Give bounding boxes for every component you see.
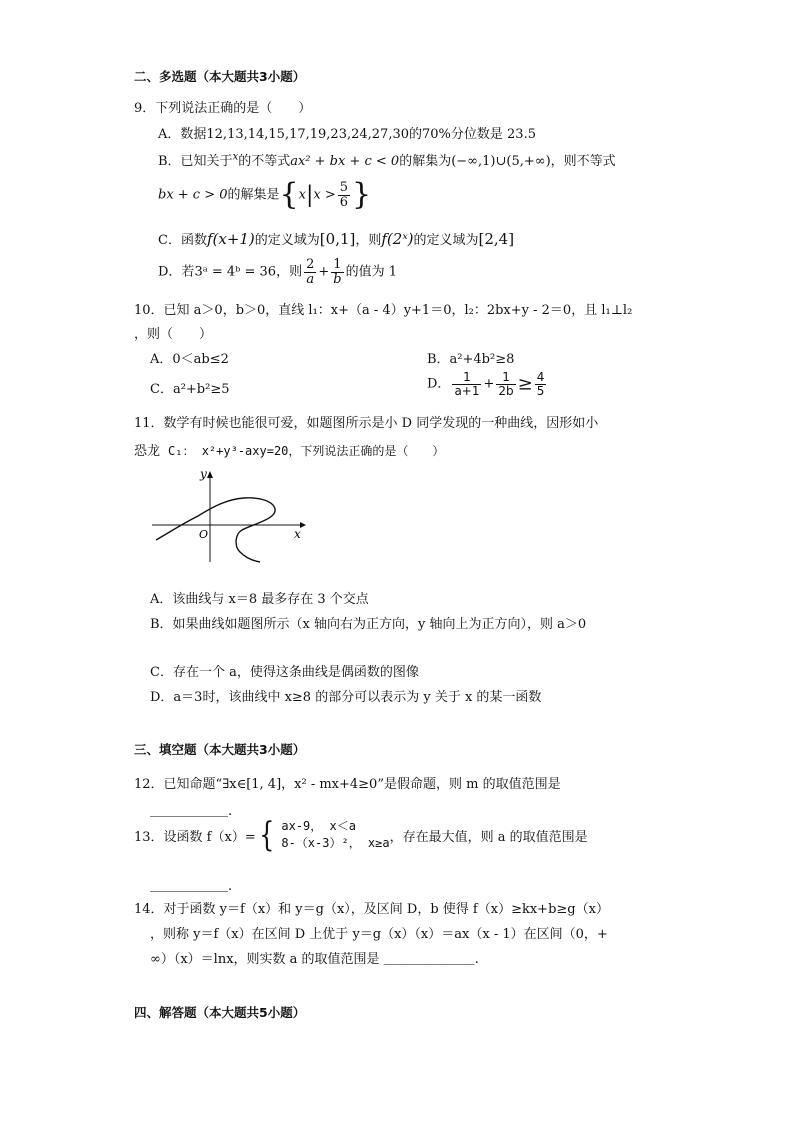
option-d-text3: 的值为 1 (345, 264, 397, 280)
option-d-text: D． (427, 376, 451, 392)
set-condition: x > (313, 187, 336, 203)
numerator: 4 (536, 370, 545, 384)
curve-figure (148, 466, 308, 566)
option-d-text: D．若 (158, 264, 195, 280)
question-10-option-a: A．0＜ab≤2 (150, 352, 229, 367)
question-12-blank: ＿＿＿＿＿＿. (150, 804, 233, 819)
question-14-line2: ，则称 y＝f（x）在区间 D 上优于 y＝g（x）（x）＝ax（x - 1）在区间（0，+ (150, 927, 608, 942)
section-heading-multi-choice: 二、多选题（本大题共3小题） (134, 69, 306, 84)
numerator: 1 (452, 371, 481, 385)
piecewise-cases (281, 818, 389, 853)
domain-2: [2,4] (478, 230, 515, 248)
question-11-option-d: D．a＝3时，该曲线中 x≥8 的部分可以表示为 y 关于 x 的某一函数 (150, 690, 542, 705)
x-axis-arrow-icon (300, 522, 306, 528)
question-9-option-d (158, 258, 397, 286)
plus-sign: + (318, 264, 330, 280)
case-2: 8-（x-3）²， x≥a (281, 836, 390, 851)
denominator: a+1 (454, 383, 480, 398)
inequality: ax² + bx + c < 0 (290, 154, 400, 169)
numerator: 5 (339, 179, 349, 195)
question-9-option-c (158, 229, 514, 248)
question-11-option-b: B．如果曲线如题图所示（x 轴向右为正方向，y 轴向上为正方向），则 a＞0 (150, 617, 587, 632)
question-11-line1: 11．数学有时候也能很可爱，如题图所示是小 D 同学发现的一种曲线，因形如小 (134, 416, 599, 431)
set-bar: | (305, 182, 314, 208)
question-11-option-a: A．该曲线与 x＝8 最多存在 3 个交点 (150, 592, 369, 607)
option-b-text: B．已知关于 (158, 154, 233, 169)
question-14-line3: ∞）（x）＝lnx，则实数 a 的取值范围是 ＿＿＿＿＿＿＿. (150, 952, 479, 967)
q13-suffix: ，存在最大值，则 a 的取值范围是 (389, 829, 588, 845)
section-heading-fill-blank: 三、填空题（本大题共3小题） (134, 742, 306, 757)
left-brace: { (279, 177, 299, 212)
option-c-text: C．函数 (158, 233, 207, 248)
question-9-option-b-line2 (158, 177, 372, 212)
set-var: x (298, 187, 306, 203)
numerator: 1 (331, 258, 343, 273)
function-f: f(x+1) (206, 230, 255, 248)
geq-sign: ≥ (517, 373, 533, 395)
question-11-line2 (134, 440, 444, 459)
fraction-1-b (331, 258, 343, 286)
denominator: a (306, 271, 315, 287)
question-9-option-b-line1 (158, 150, 616, 169)
y-label: y (200, 467, 207, 481)
plus-sign: + (483, 376, 495, 392)
x-label: x (294, 527, 301, 541)
piecewise-brace: { (258, 815, 275, 856)
option-c-text3: ，则 (355, 233, 382, 248)
option-d-text2: ，则 (276, 264, 303, 280)
fraction-5-6 (338, 181, 350, 209)
question-14-line1: 14．对于函数 y＝f（x）和 y＝g（x），及区间 D，b 使得 f（x）≥kx+b≥g（x） (134, 902, 609, 917)
question-13-blank: ＿＿＿＿＿＿. (150, 879, 233, 894)
denominator: 6 (339, 194, 349, 210)
question-10-option-c: C．a²+b²≥5 (150, 382, 230, 397)
numerator: 2 (306, 257, 315, 272)
question-10-line2: ，则（ ） (134, 327, 213, 342)
right-brace: } (352, 177, 372, 212)
case-1: ax-9， x＜a (281, 819, 356, 833)
question-11-option-c: C．存在一个 a，使得这条曲线是偶函数的图像 (150, 665, 419, 680)
curve-equation: ： x²+y³-axy=20，下列说法正确的是（ ） (182, 444, 445, 458)
option-c-text2: 的定义域为 (254, 233, 320, 248)
equation: 3ᵃ = 4ᵇ = 36 (194, 264, 277, 280)
fraction-1-a1 (452, 371, 481, 397)
fraction-2-a (304, 258, 316, 286)
option-b-text2: 的不等式 (238, 154, 291, 169)
option-c-text4: 的定义域为 (413, 233, 479, 248)
question-12-line1: 12．已知命题“∃x∈[1, 4]，x² - mx+4≥0”是假命题，则 m 的取值范围是 (134, 777, 561, 792)
q13-prefix: 13．设函数 f（x）= (134, 829, 256, 845)
question-9-stem: 9．下列说法正确的是（ ） (134, 101, 312, 116)
question-9-option-a: A．数据12,13,14,15,17,19,23,24,27,30的70%分位数是 23.5 (158, 127, 536, 142)
denominator: 5 (536, 383, 545, 398)
var-x: x (232, 151, 239, 163)
y-axis-arrow-icon (207, 471, 213, 478)
origin-label: O (199, 528, 209, 541)
fraction-4-5 (535, 371, 547, 397)
function-f2: f(2ˣ) (381, 230, 414, 248)
question-10-option-b: B．a²+4b²≥8 (427, 352, 515, 367)
option-b-text3: 的解集为 (399, 154, 452, 169)
curve-name: C₁ (168, 444, 183, 458)
option-b-text6: 的解集是 (227, 187, 280, 203)
option-b-text4: ，则不等式 (550, 154, 616, 169)
inequality-2: bx + c > 0 (158, 187, 228, 203)
question-10-line1: 10．已知 a＞0，b＞0，直线 l₁：x+（a - 4）y+1＝0，l₂：2bx+y - 2＝0，且 l₁⊥l₂ (134, 303, 633, 318)
question-10-option-d (427, 371, 548, 397)
fraction-1-2b (496, 371, 515, 397)
curve-path (156, 498, 275, 562)
numerator: 1 (496, 371, 515, 385)
solution-set: (−∞,1)∪(5,+∞) (451, 154, 551, 169)
denominator: b (333, 271, 342, 287)
question-13-line1 (134, 815, 588, 856)
section-heading-solve: 四、解答题（本大题共5小题） (134, 1005, 306, 1020)
denominator: 2b (498, 383, 514, 398)
domain-1: [0,1] (319, 230, 356, 248)
q11-text: 恐龙 (134, 444, 161, 459)
